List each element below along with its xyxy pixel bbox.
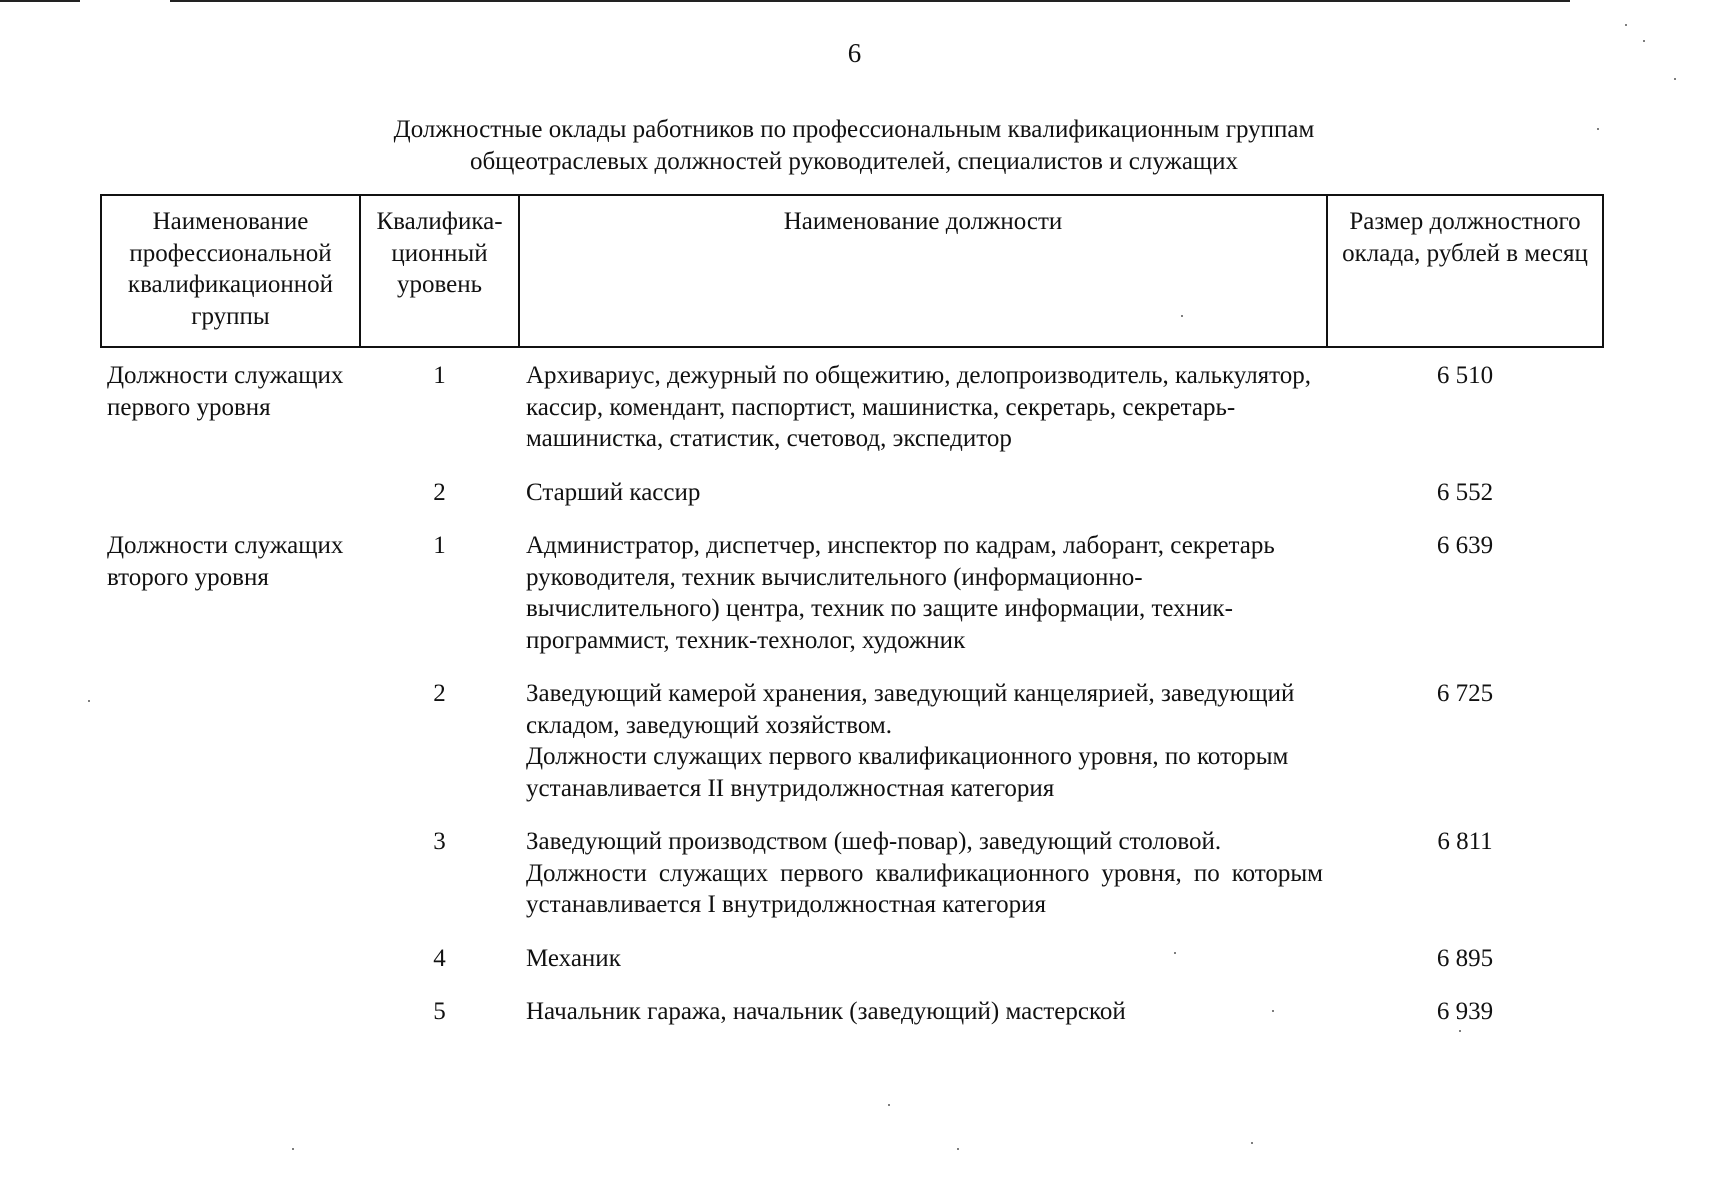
level-cell: 1 (433, 362, 446, 389)
table-row (101, 666, 1603, 814)
position-cell: Архивариус, дежурный по общежитию, делопроизводитель, калькулятор, кассир, комендант, паспортист, машинистка, секретарь, секретарь-машинистка, статистик, счетовод, экспедитор (526, 362, 1312, 452)
level-cell: 2 (433, 680, 446, 707)
document-title-line-1: Должностные оклады работников по профессиональным квалификационным группам (393, 116, 1315, 143)
group-cell: Должности служащих первого уровня (107, 362, 344, 421)
position-cell (519, 666, 1327, 814)
group-cell (101, 666, 360, 814)
salary-cell: 6 639 (1436, 532, 1494, 559)
scan-edge-line (0, 0, 80, 2)
header-group: Наименование профессиональной квалификационной группы (101, 195, 360, 347)
position-line: Заведующий камерой хранения, заведующий канцелярией, заведующий складом, заведующий хозяйством. (526, 680, 1295, 739)
level-cell: 4 (433, 944, 446, 972)
table-row (101, 518, 1603, 666)
table-header-row (101, 195, 1603, 347)
position-line: Должности служащих первого квалификационного уровня, по которым устанавливается II внутридолжностная категория (526, 743, 1289, 802)
salary-table (100, 194, 1604, 1028)
position-cell (519, 814, 1327, 931)
group-cell: Должности служащих второго уровня (107, 532, 344, 591)
salary-cell: 6 811 (1437, 828, 1493, 855)
position-cell: Старший кассир (526, 478, 701, 506)
level-cell: 1 (433, 532, 446, 559)
group-cell (101, 984, 360, 1028)
table-row (101, 814, 1603, 931)
position-line: Заведующий производством (шеф-повар), заведующий столовой. (526, 828, 1222, 855)
document-title-line-2: общеотраслевых должностей руководителей, специалистов и служащих (469, 148, 1239, 175)
document-title (240, 114, 1468, 178)
group-cell (101, 814, 360, 931)
table-row (101, 931, 1603, 985)
header-position: Наименование должности (519, 195, 1327, 347)
header-salary: Размер должностного оклада, рублей в месяц (1327, 195, 1603, 347)
salary-cell: 6 895 (1436, 944, 1494, 972)
position-cell: Механик (526, 944, 621, 972)
table-row (101, 347, 1603, 465)
salary-cell: 6 510 (1436, 362, 1494, 389)
level-cell: 5 (433, 998, 446, 1025)
salary-cell: 6 939 (1436, 998, 1494, 1025)
position-line: Должности служащих первого квалификационного уровня, по которым устанавливается I внутридолжностная категория (526, 859, 1323, 918)
header-level: Квалифика-ционный уровень (360, 195, 519, 347)
salary-cell: 6 725 (1436, 680, 1494, 707)
scan-edge-line (170, 0, 1570, 2)
group-cell (101, 465, 360, 519)
position-cell: Начальник гаража, начальник (заведующий) мастерской (526, 998, 1126, 1025)
level-cell: 2 (433, 478, 446, 506)
group-cell (101, 931, 360, 985)
salary-cell: 6 552 (1436, 478, 1494, 506)
page-number: 6 (847, 38, 862, 68)
table-row (101, 465, 1603, 519)
position-cell: Администратор, диспетчер, инспектор по кадрам, лаборант, секретарь руководителя, техник вычислительного (информационно-вычислительного) центра, техник по защите информации, техник-программист, техник-технолог, художник (526, 532, 1275, 654)
table-row (101, 984, 1603, 1028)
level-cell: 3 (433, 828, 446, 855)
